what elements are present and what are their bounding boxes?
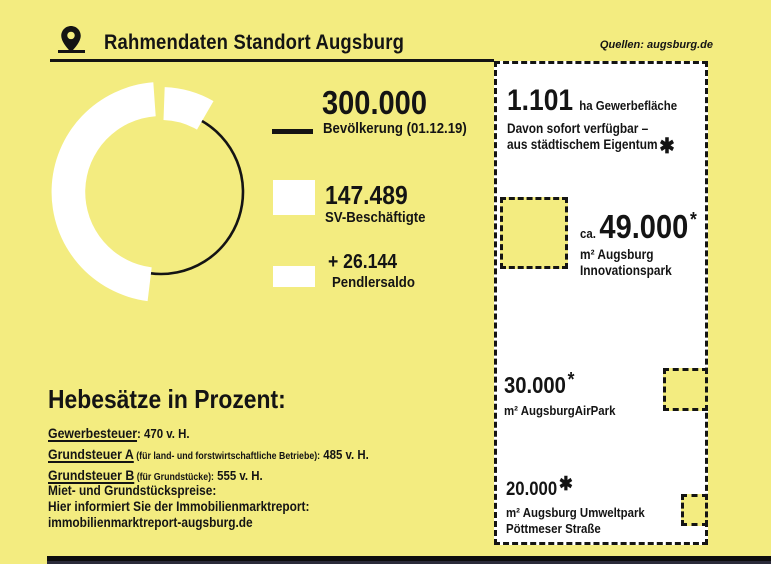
donut-ring-bevoelkerung <box>150 120 243 274</box>
legend-label: Bevölkerung (01.12.19) <box>323 120 467 137</box>
tax-rates-section <box>48 386 413 488</box>
tax-row-gewerbesteuer: Gewerbesteuer: 470 v. H. <box>48 425 190 441</box>
footnote-asterisk: * <box>690 209 697 231</box>
innovationspark-area-square <box>500 197 568 269</box>
footnote-asterisk: ✱ <box>558 474 573 495</box>
tax-heading: Hebesätze in Prozent: <box>48 384 286 414</box>
pin-underline <box>58 50 85 53</box>
footnote-asterisk: ✱ <box>659 135 675 159</box>
airpark-label: m² AugsburgAirPark <box>504 403 616 418</box>
page-title-text: Rahmendaten Standort Augsburg <box>104 31 405 54</box>
real-estate-note <box>48 483 345 532</box>
umweltpark-label: m² Augsburg Umweltpark Pöttmeser Straße <box>506 505 645 537</box>
legend-label: Pendlersaldo <box>332 274 415 291</box>
footer-bar <box>47 556 771 564</box>
gewerbeflaeche-unit: ha Gewerbefläche <box>579 98 678 113</box>
airpark-value: 30.000 <box>504 372 566 398</box>
circa-prefix: ca. <box>580 226 596 241</box>
airpark-area-square <box>663 368 708 411</box>
real-estate-line2: Hier informiert Sie der Immobilienmarktreport: <box>48 499 310 515</box>
umweltpark-area-square <box>681 494 708 526</box>
site-areas-panel <box>494 61 708 545</box>
tax-row-grundsteuer-a: Grundsteuer A (für land- und forstwirtschaftliche Betriebe): 485 v. H. <box>48 445 369 462</box>
donut-arc-sv-beschaeftigte <box>52 82 156 301</box>
real-estate-url: immobilienmarktreport-augsburg.de <box>48 515 253 531</box>
legend-label: SV-Beschäftigte <box>325 209 426 226</box>
legend-value: + 26.144 <box>328 251 398 273</box>
population-donut-chart <box>40 58 272 310</box>
tax-row-grundsteuer-b: Grundsteuer B (für Grundstücke): 555 v. H. <box>48 466 263 483</box>
gewerbeflaeche-item <box>507 84 700 159</box>
real-estate-line1: Miet- und Grundstückspreise: <box>48 483 217 498</box>
legend-value: 300.000 <box>322 84 427 121</box>
footnote-asterisk: * <box>567 369 575 391</box>
page-title <box>104 31 445 55</box>
legend-value: 147.489 <box>325 180 408 210</box>
innovationspark-value: 49.000 <box>599 208 689 245</box>
innovationspark-label: m² Augsburg Innovationspark <box>580 247 672 279</box>
umweltpark-value: 20.000 <box>506 479 558 500</box>
gewerbeflaeche-value: 1.101 <box>507 84 574 117</box>
innovationspark-item <box>580 210 713 280</box>
legend-rect-marker <box>273 266 315 287</box>
legend-line-marker <box>272 129 313 134</box>
umweltpark-item <box>506 474 664 538</box>
legend-square-marker <box>273 180 315 215</box>
airpark-item <box>504 369 631 420</box>
location-pin-icon <box>60 26 82 52</box>
gewerbeflaeche-desc: Davon sofort verfügbar – aus städtischem Eigentum✱ <box>507 121 675 159</box>
source-note: Quellen: augsburg.de <box>599 39 713 51</box>
